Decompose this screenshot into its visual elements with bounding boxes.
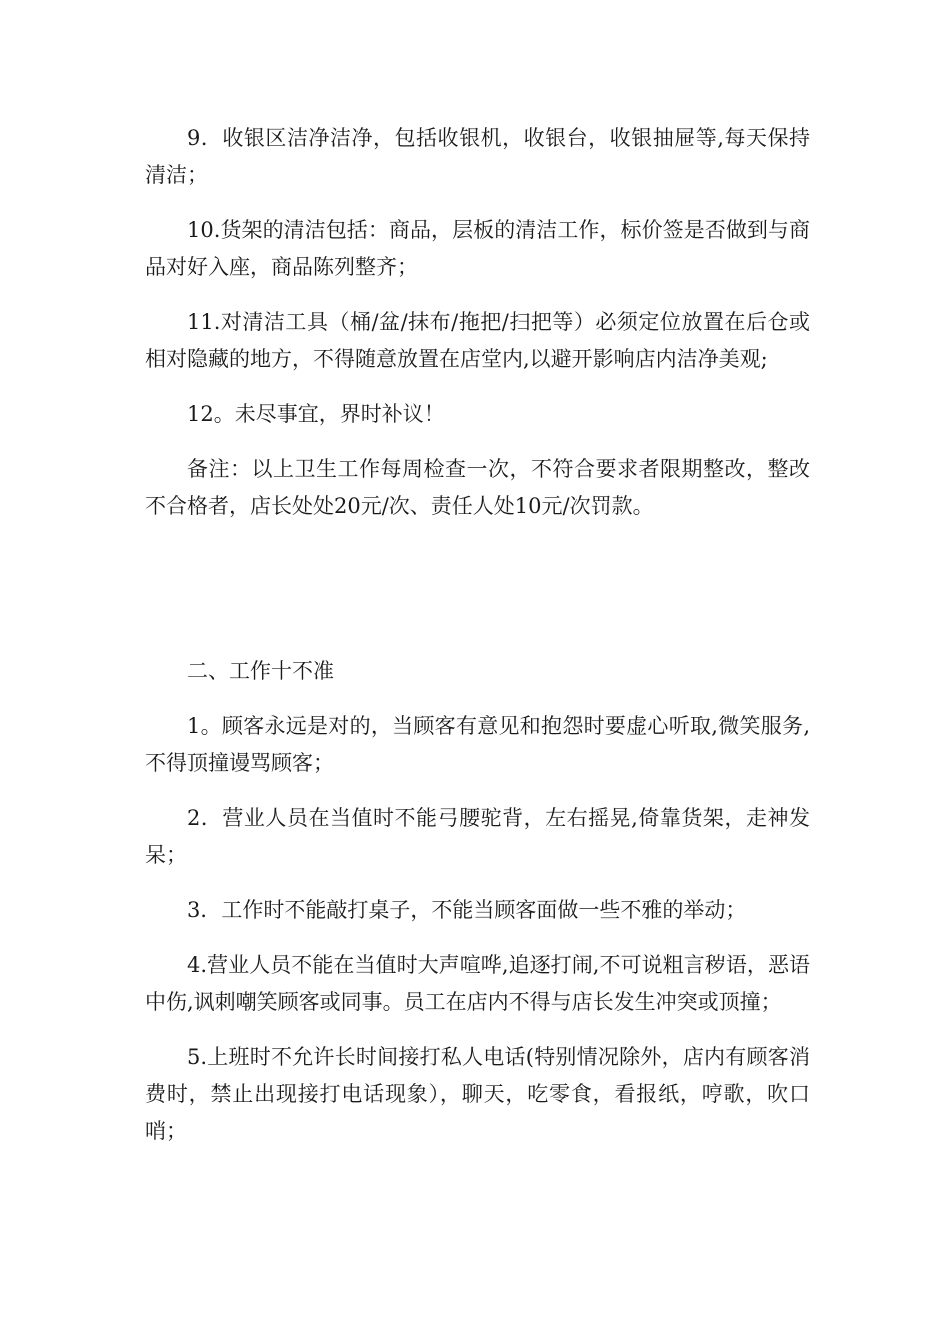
paragraph-item-12: 12。未尽事宜，界时补议！ (187, 402, 445, 426)
rule-item-1: 1。顾客永远是对的，当顾客有意见和抱怨时要虚心听取,微笑服务,不得顶撞谩骂顾客； (145, 714, 810, 775)
rule-item-3: 3．工作时不能敲打桌子，不能当顾客面做一些不雅的举动； (187, 898, 747, 922)
paragraph-item-10: 10.货架的清洁包括：商品，层板的清洁工作，标价签是否做到与商品对好入座，商品陈列整齐； (145, 218, 810, 279)
section-heading: 二、工作十不准 (187, 659, 334, 683)
document-page (145, 120, 810, 1150)
paragraph-item-9: 9．收银区洁净洁净，包括收银机，收银台，收银抽屉等,每天保持清洁； (145, 126, 810, 187)
paragraph-item-11: 11.对清洁工具（桶/盆/抹布/拖把/扫把等）必须定位放置在后仓或相对隐藏的地方，不得随意放置在店堂内,以避开影响店内洁净美观; (145, 310, 810, 371)
rule-item-5: 5.上班时不允许长时间接打私人电话(特别情况除外，店内有顾客消费时，禁止出现接打电话现象），聊天，吃零食，看报纸，哼歌，吹口哨； (145, 1045, 810, 1143)
paragraph-remark: 备注：以上卫生工作每周检查一次，不符合要求者限期整改，整改不合格者，店长处处20元/次、责任人处10元/次罚款。 (145, 457, 810, 518)
rule-item-4: 4.营业人员不能在当值时大声喧哗,追逐打闹,不可说粗言秽语，恶语中伤,讽刺嘲笑顾客或同事。员工在店内不得与店长发生冲突或顶撞； (145, 953, 810, 1014)
rule-item-2: 2．营业人员在当值时不能弓腰驼背，左右摇晃,倚靠货架，走神发呆； (145, 806, 810, 867)
section-spacer (145, 525, 810, 653)
